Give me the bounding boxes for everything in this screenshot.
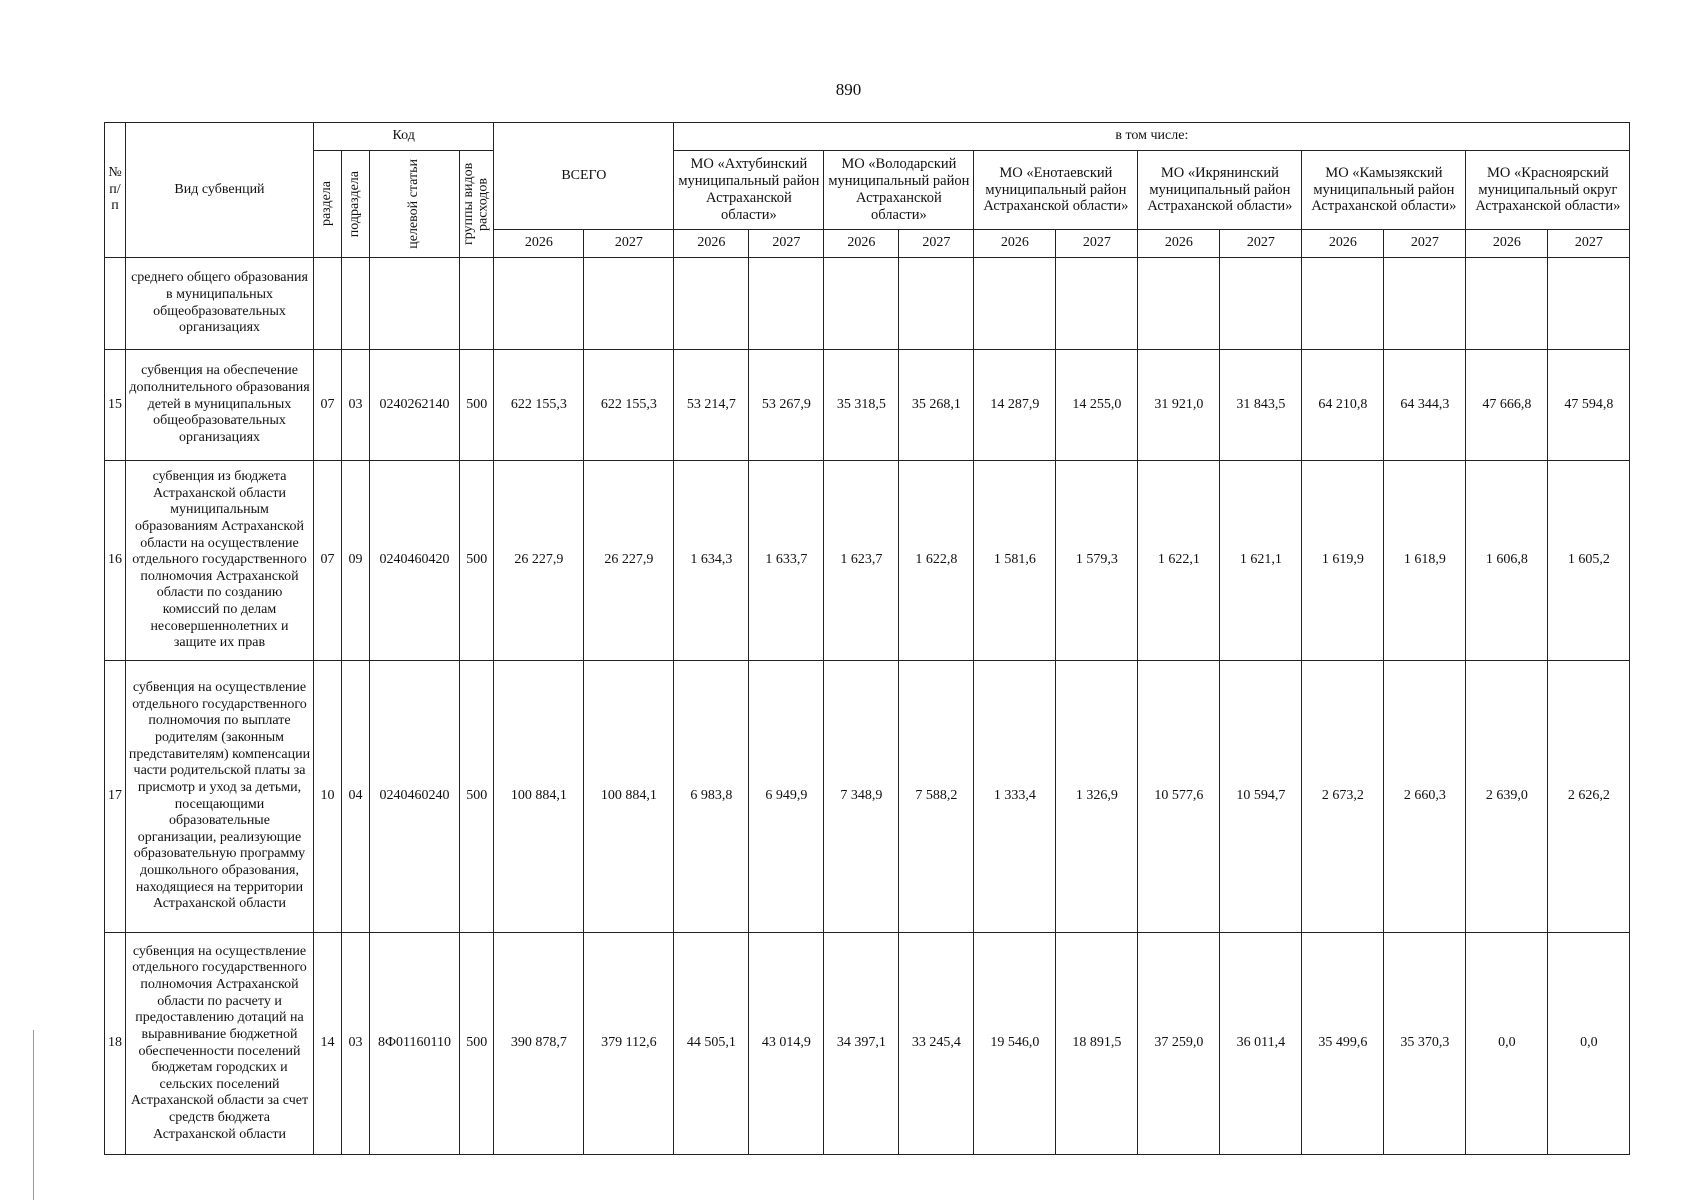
mo-krasnoyarsky-header: МО «Красноярский муниципальный округ Астраханской области» [1466,151,1630,230]
table-row [105,661,1630,933]
value-cell [1384,258,1466,350]
value-cell: 1 623,7 [824,461,899,661]
page-number: 890 [835,80,862,99]
value-cell: 64 210,8 [1302,350,1384,461]
value-cell [1466,258,1548,350]
section-code [314,258,342,350]
value-cell: 35 318,5 [824,350,899,461]
year-header: 2026 [824,229,899,257]
code-header: Код [314,123,494,151]
year-header: 2027 [584,229,674,257]
value-cell: 19 546,0 [974,933,1056,1155]
section-code: 10 [314,661,342,933]
subvention-name: среднего общего образования в муниципальных общеобразовательных организациях [126,258,314,350]
group-code: 500 [460,350,494,461]
value-cell: 10 594,7 [1220,661,1302,933]
year-header: 2026 [494,229,584,257]
year-header: 2026 [974,229,1056,257]
group-code [460,258,494,350]
code-group-header: группы видов расходов [460,151,494,258]
including-header: в том числе: [674,123,1630,151]
value-cell: 6 949,9 [749,661,824,933]
subvention-name: субвенция на осуществление отдельного государственного полномочия по выплате родителям (законным представителям) компенсации части родительской платы за присмотр и уход за детьми, посещающими образовательные организации, реализующие образовательную программу дошкольного образования, находящиеся на территории Астраханской области [126,661,314,933]
value-cell: 6 983,8 [674,661,749,933]
mo-akhtubinsky-header: МО «Ахтубинский муниципальный район Астраханской области» [674,151,824,230]
table-row [105,933,1630,1155]
value-cell: 44 505,1 [674,933,749,1155]
year-header: 2027 [1548,229,1630,257]
value-cell: 2 660,3 [1384,661,1466,933]
value-cell: 7 588,2 [899,661,974,933]
value-cell: 53 214,7 [674,350,749,461]
value-cell: 14 287,9 [974,350,1056,461]
value-cell: 1 619,9 [1302,461,1384,661]
total-2026 [494,258,584,350]
target-code: 8Ф01160110 [370,933,460,1155]
total-2027: 26 227,9 [584,461,674,661]
value-cell [1138,258,1220,350]
code-target-header: целевой статьи [370,151,460,258]
value-cell: 0,0 [1548,933,1630,1155]
value-cell: 1 622,8 [899,461,974,661]
table-row [105,350,1630,461]
value-cell: 1 621,1 [1220,461,1302,661]
value-cell: 1 622,1 [1138,461,1220,661]
value-cell: 64 344,3 [1384,350,1466,461]
total-2026: 100 884,1 [494,661,584,933]
target-code: 0240262140 [370,350,460,461]
row-number: 15 [105,350,126,461]
mo-volodarsky-header: МО «Володарский муниципальный район Астраханской области» [824,151,974,230]
year-header: 2027 [1384,229,1466,257]
value-cell: 37 259,0 [1138,933,1220,1155]
value-cell: 53 267,9 [749,350,824,461]
row-number: 16 [105,461,126,661]
year-header: 2026 [1138,229,1220,257]
year-header: 2027 [1056,229,1138,257]
target-code [370,258,460,350]
section-code: 07 [314,350,342,461]
code-section-header: раздела [314,151,342,258]
value-cell: 1 326,9 [1056,661,1138,933]
value-cell: 2 639,0 [1466,661,1548,933]
subventions-table [104,122,1630,1155]
value-cell [899,258,974,350]
value-cell [1548,258,1630,350]
row-number: 17 [105,661,126,933]
value-cell: 34 397,1 [824,933,899,1155]
value-cell: 18 891,5 [1056,933,1138,1155]
value-cell: 1 579,3 [1056,461,1138,661]
total-2026: 26 227,9 [494,461,584,661]
year-header: 2026 [1466,229,1548,257]
value-cell: 35 370,3 [1384,933,1466,1155]
value-cell [674,258,749,350]
subvention-name: субвенция на обеспечение дополнительного образования детей в муниципальных общеобразовательных организациях [126,350,314,461]
value-cell [974,258,1056,350]
value-cell: 10 577,6 [1138,661,1220,933]
value-cell: 7 348,9 [824,661,899,933]
row-number [105,258,126,350]
total-2027: 622 155,3 [584,350,674,461]
total-2027 [584,258,674,350]
value-cell: 1 333,4 [974,661,1056,933]
value-cell: 43 014,9 [749,933,824,1155]
mo-kamyzyaksky-header: МО «Камызякский муниципальный район Астраханской области» [1302,151,1466,230]
total-2026: 622 155,3 [494,350,584,461]
group-code: 500 [460,661,494,933]
subvention-name: субвенция из бюджета Астраханской области муниципальным образованиям Астраханской области на осуществление отдельного государственного полномочия Астраханской области по созданию комиссий по делам несовершеннолетних и защите их прав [126,461,314,661]
total-header: ВСЕГО [494,123,674,230]
year-header: 2026 [674,229,749,257]
value-cell [824,258,899,350]
code-subsection-header: подраздела [342,151,370,258]
target-code: 0240460420 [370,461,460,661]
value-cell [1220,258,1302,350]
subsection-code: 03 [342,933,370,1155]
mo-ikryaninsky-header: МО «Икрянинский муниципальный район Астраханской области» [1138,151,1302,230]
margin-rule [33,1030,34,1200]
value-cell: 2 626,2 [1548,661,1630,933]
value-cell: 36 011,4 [1220,933,1302,1155]
row-number: 18 [105,933,126,1155]
value-cell: 47 594,8 [1548,350,1630,461]
value-cell: 1 605,2 [1548,461,1630,661]
value-cell: 1 606,8 [1466,461,1548,661]
value-cell: 14 255,0 [1056,350,1138,461]
value-cell [749,258,824,350]
subsection-code: 09 [342,461,370,661]
subsection-code [342,258,370,350]
value-cell: 1 581,6 [974,461,1056,661]
total-2026: 390 878,7 [494,933,584,1155]
value-cell: 35 268,1 [899,350,974,461]
year-header: 2026 [1302,229,1384,257]
value-cell [1056,258,1138,350]
value-cell: 1 633,7 [749,461,824,661]
section-code: 07 [314,461,342,661]
value-cell: 0,0 [1466,933,1548,1155]
value-cell: 47 666,8 [1466,350,1548,461]
value-cell: 2 673,2 [1302,661,1384,933]
value-cell: 33 245,4 [899,933,974,1155]
value-cell [1302,258,1384,350]
subvention-name: субвенция на осуществление отдельного государственного полномочия Астраханской области по расчету и предоставлению дотаций на выравнивание бюджетной обеспеченности поселений бюджетам городских и сельских поселений Астраханской области за счет средств бюджета Астраханской области [126,933,314,1155]
value-cell: 1 618,9 [1384,461,1466,661]
num-header: № п/п [105,123,126,258]
target-code: 0240460240 [370,661,460,933]
value-cell: 31 921,0 [1138,350,1220,461]
total-2027: 379 112,6 [584,933,674,1155]
total-2027: 100 884,1 [584,661,674,933]
table-row [105,258,1630,350]
mo-enotaevsky-header: МО «Енотаевский муниципальный район Астраханской области» [974,151,1138,230]
year-header: 2027 [749,229,824,257]
section-code: 14 [314,933,342,1155]
subsection-code: 03 [342,350,370,461]
value-cell: 1 634,3 [674,461,749,661]
type-header: Вид субвенций [126,123,314,258]
group-code: 500 [460,461,494,661]
year-header: 2027 [1220,229,1302,257]
group-code: 500 [460,933,494,1155]
year-header: 2027 [899,229,974,257]
value-cell: 31 843,5 [1220,350,1302,461]
value-cell: 35 499,6 [1302,933,1384,1155]
table-body [105,258,1630,1155]
table-row [105,461,1630,661]
subsection-code: 04 [342,661,370,933]
